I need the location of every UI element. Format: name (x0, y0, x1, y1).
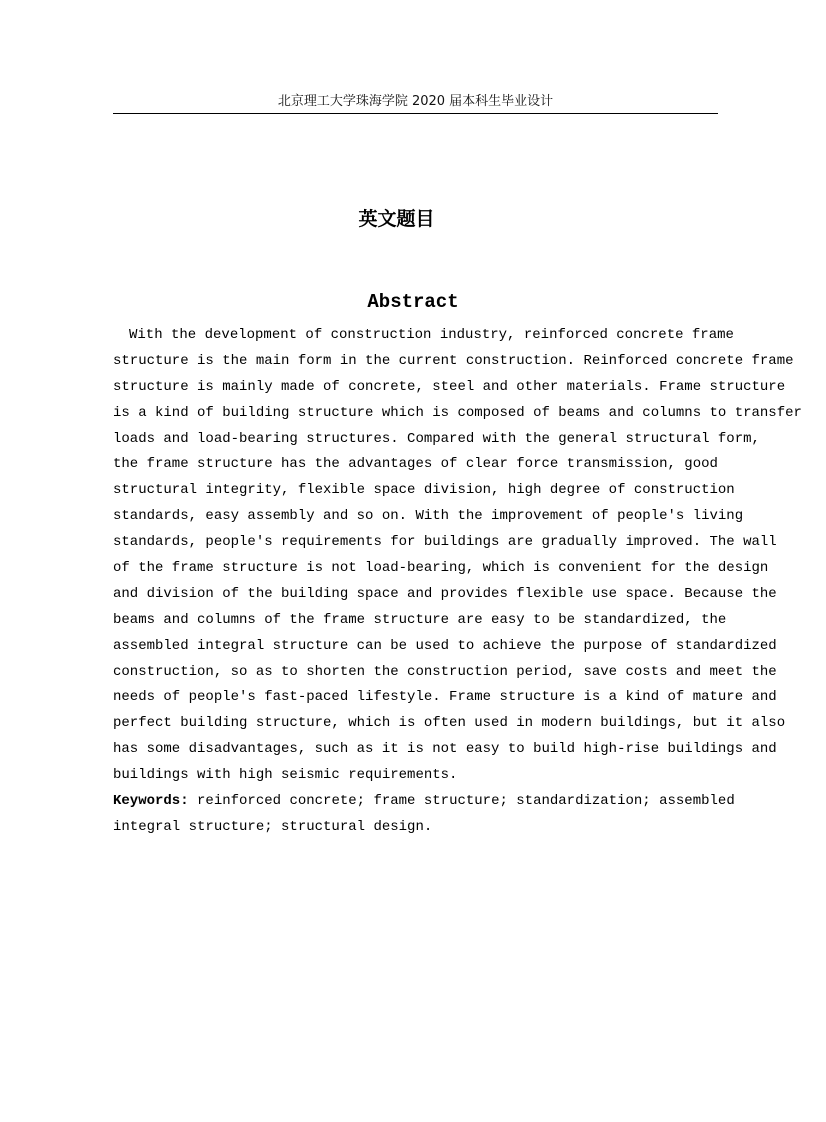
abstract-line: With the development of construction industry, reinforced concrete frame (129, 327, 734, 343)
keywords-label: Keywords: (113, 793, 189, 810)
abstract-line: structure is the main form in the current construction. Reinforced concrete frame (113, 352, 794, 369)
header-text: 北京理工大学珠海学院 2020 届本科生毕业设计 (277, 94, 554, 109)
abstract-line: buildings with high seismic requirements. (113, 767, 458, 784)
abstract-line: has some disadvantages, such as it is not easy to build high-rise buildings and (113, 741, 777, 758)
chinese-title: 英文题目 (358, 208, 435, 230)
abstract-line: structure is mainly made of concrete, steel and other materials. Frame structure (113, 378, 786, 395)
abstract-line: structural integrity, flexible space division, high degree of construction (113, 482, 735, 499)
abstract-body (113, 323, 802, 841)
abstract-line: and division of the building space and provides flexible use space. Because the (113, 585, 777, 602)
abstract-line: beams and columns of the frame structure are easy to be standardized, the (113, 611, 727, 628)
abstract-line: of the frame structure is not load-bearing, which is convenient for the design (113, 560, 769, 577)
abstract-line: perfect building structure, which is often used in modern buildings, but it also (113, 715, 786, 732)
abstract-line: assembled integral structure can be used to achieve the purpose of standardized (113, 637, 777, 654)
abstract-heading: Abstract (367, 291, 459, 313)
abstract-line: standards, people's requirements for buildings are gradually improved. The wall (113, 534, 777, 551)
abstract-line: loads and load-bearing structures. Compared with the general structural form, (113, 430, 760, 447)
abstract-line: the frame structure has the advantages of clear force transmission, good (113, 456, 718, 473)
abstract-line: standards, easy assembly and so on. With the improvement of people's living (113, 508, 744, 525)
abstract-line: construction, so as to shorten the construction period, save costs and meet the (113, 663, 777, 680)
abstract-line: is a kind of building structure which is composed of beams and columns to transfer (113, 404, 802, 421)
page-header (113, 91, 718, 114)
keywords-text: reinforced concrete; frame structure; standardization; assembled (188, 793, 735, 810)
keywords-line (113, 789, 735, 815)
abstract-line: needs of people's fast-paced lifestyle. Frame structure is a kind of mature and (113, 689, 777, 706)
keywords-line-2: integral structure; structural design. (113, 818, 433, 835)
